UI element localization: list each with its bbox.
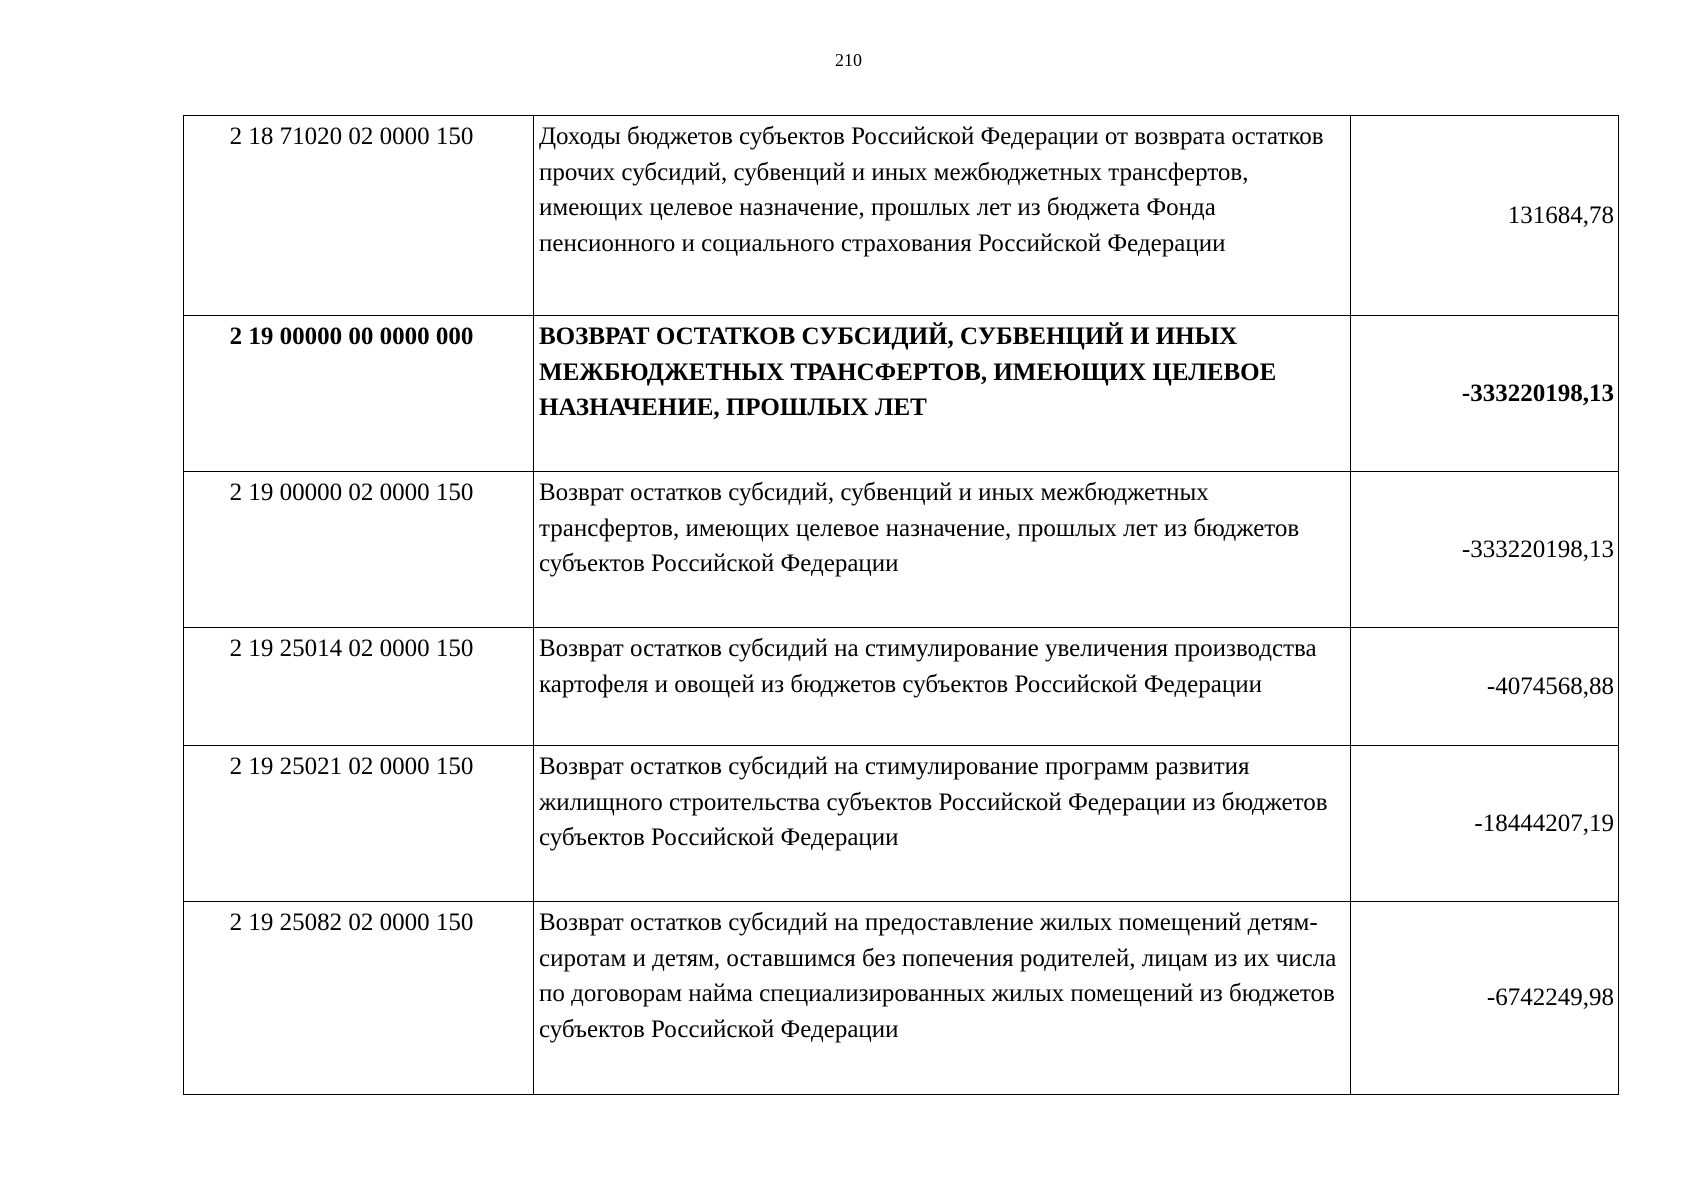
table-row — [184, 902, 1619, 1095]
budget-code: 2 19 25014 02 0000 150 — [184, 628, 534, 746]
revenue-description: Возврат остатков субсидий на предоставление жилых помещений детям-сиротам и детям, оставшимся без попечения родителей, лицам из их числа по договорам найма специализированных жилых помещений из бюджетов субъектов Российской Федерации — [534, 902, 1351, 1095]
amount-value: -18444207,19 — [1351, 746, 1619, 902]
table-row — [184, 472, 1619, 628]
budget-code: 2 18 71020 02 0000 150 — [184, 116, 534, 316]
page-number: 210 — [835, 50, 862, 70]
table-row — [184, 116, 1619, 316]
table-row-group-total — [184, 316, 1619, 472]
budget-code: 2 19 00000 00 0000 000 — [184, 316, 534, 472]
budget-table — [183, 115, 1619, 1095]
amount-value: -333220198,13 — [1351, 472, 1619, 628]
budget-code: 2 19 25082 02 0000 150 — [184, 902, 534, 1095]
table-row — [184, 628, 1619, 746]
revenue-description: Возврат остатков субсидий на стимулирование увеличения производства картофеля и овощей из бюджетов субъектов Российской Федерации — [534, 628, 1351, 746]
table-row — [184, 746, 1619, 902]
amount-value: -333220198,13 — [1351, 316, 1619, 472]
amount-value: -6742249,98 — [1351, 902, 1619, 1095]
revenue-description: Возврат остатков субсидий на стимулирование программ развития жилищного строительства субъектов Российской Федерации из бюджетов субъектов Российской Федерации — [534, 746, 1351, 902]
revenue-description: Доходы бюджетов субъектов Российской Федерации от возврата остатков прочих субсидий, субвенций и иных межбюджетных трансфертов, имеющих целевое назначение, прошлых лет из бюджета Фонда пенсионного и социального страхования Российской Федерации — [534, 116, 1351, 316]
revenue-description: Возврат остатков субсидий, субвенций и иных межбюджетных трансфертов, имеющих целевое назначение, прошлых лет из бюджетов субъектов Российской Федерации — [534, 472, 1351, 628]
budget-code: 2 19 25021 02 0000 150 — [184, 746, 534, 902]
budget-code: 2 19 00000 02 0000 150 — [184, 472, 534, 628]
revenue-description: ВОЗВРАТ ОСТАТКОВ СУБСИДИЙ, СУБВЕНЦИЙ И ИНЫХ МЕЖБЮДЖЕТНЫХ ТРАНСФЕРТОВ, ИМЕЮЩИХ ЦЕЛЕВОЕ НАЗНАЧЕНИЕ, ПРОШЛЫХ ЛЕТ — [534, 316, 1351, 472]
amount-value: -4074568,88 — [1351, 628, 1619, 746]
amount-value: 131684,78 — [1351, 116, 1619, 316]
